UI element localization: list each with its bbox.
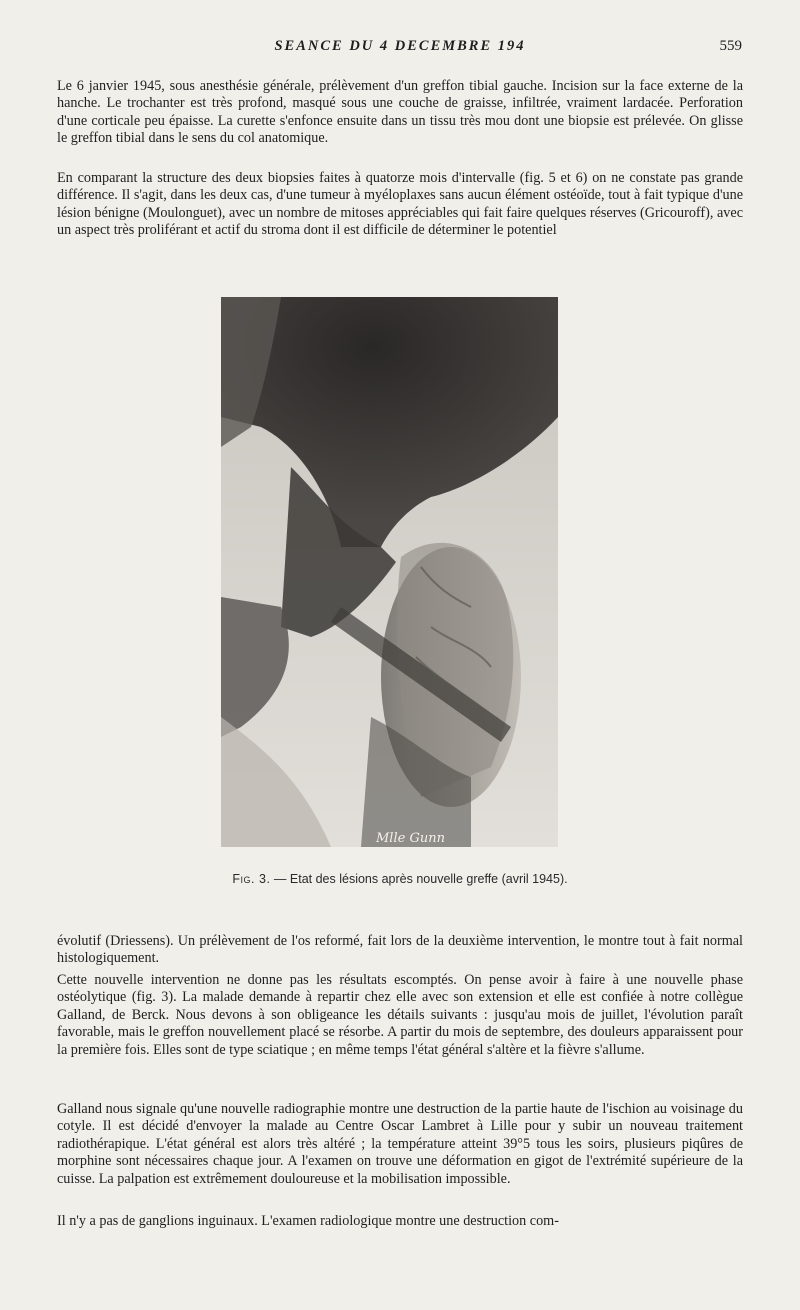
paragraph-inguinal-nodes: Il n'y a pas de ganglions inguinaux. L'examen radiologique montre une destruction com- — [57, 1213, 559, 1229]
radiograph-image — [221, 297, 558, 847]
paragraph-biopsy-comparison: En comparant la structure des deux biopsies faites à quatorze mois d'intervalle (fig. 5 et 6) on ne constate pas grande différence. Il s'agit, dans les deux cas, d'une tumeur à myéloplaxes sans aucun élément ostéoïde, tout à fait typique d'une lésion bénigne (Moulonguet), avec un nombre de mitoses appréciables qui fait faire quelques réserves (Gricouroff), avec un aspect très proliférant et actif du stroma dont il est difficile de déterminer le potentiel — [57, 170, 743, 239]
running-head-title: SEANCE DU 4 DECEMBRE 194 — [274, 38, 526, 54]
paragraph-galland-report: Galland nous signale qu'une nouvelle radiographie montre une destruction de la partie haute de l'ischion au voisinage du cotyle. Il est décidé d'envoyer la malade au Centre Oscar Lambret à Lille pour y subir un nouveau traitement radiothérapique. L'état général est alors très altéré ; la température atteint 39°5 tous les soirs, plusieurs piqûres de morphine sont nécessaires chaque jour. A l'examen on trouve une déformation en gigot de l'extrémité supérieure de la cuisse. La palpation est extrêmement douloureuse et la mobilisation impossible. — [57, 1101, 743, 1187]
figure-caption — [0, 872, 800, 886]
radiograph-figure — [221, 297, 558, 847]
figure-caption-text: — Etat des lésions après nouvelle greffe (avril 1945). — [273, 872, 568, 886]
paragraph-new-intervention: Cette nouvelle intervention ne donne pas les résultats escomptés. On pense avoir à faire à une nouvelle phase ostéolytique (fig. 3). La malade demande à repartir chez elle avec son extension et elle est confiée à notre collègue Galland, de Berck. Nous devons à son obligeance les détails suivants : jusqu'au mois de juillet, l'évolution paraît favorable, mais le greffon nouvellement placé se résorbe. A partir du mois de septembre, des douleurs apparaissent pour la première fois. Elles sont de type sciatique ; en même temps l'état général s'altère et la fièvre s'allume. — [57, 972, 743, 1058]
radiograph-signature: Mlle Gunn — [376, 831, 445, 846]
page-number: 559 — [719, 38, 742, 54]
running-head — [0, 38, 800, 60]
paragraph-driessens: évolutif (Driessens). Un prélèvement de l'os reformé, fait lors de la deuxième intervention, le montre tout à fait normal histologiquement. — [57, 933, 743, 967]
figure-caption-label: Fig. 3. — [232, 872, 271, 886]
paragraph-graft-procedure: Le 6 janvier 1945, sous anesthésie générale, prélèvement d'un greffon tibial gauche. Incision sur la face externe de la hanche. Le trochanter est très profond, masqué sous une couche de graisse, infiltrée, vraiment lardacée. Perforation d'une corticale peu épaisse. La curette s'enfonce ensuite dans un tissu très mou dont une biopsie est prélevée. On glisse le greffon tibial dans le sens du col anatomique. — [57, 78, 743, 147]
